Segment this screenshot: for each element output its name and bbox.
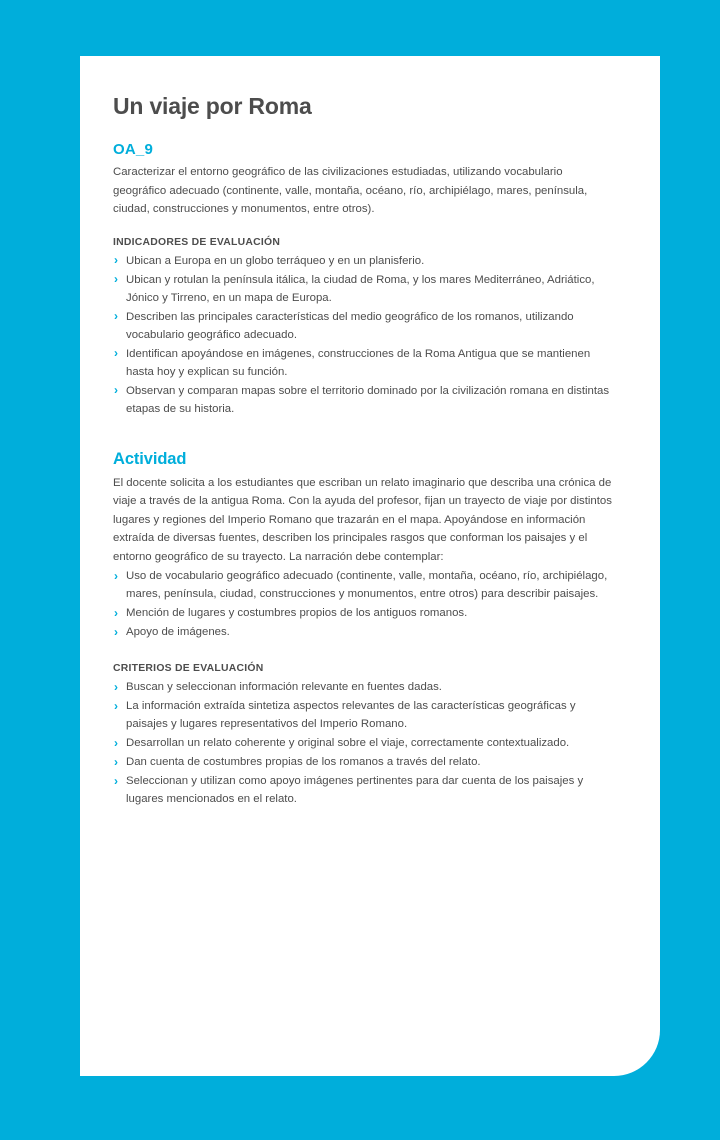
page-title: Un viaje por Roma (113, 93, 312, 119)
list-item: › Uso de vocabulario geográfico adecuado (continente, valle, montaña, océano, río, archipiélago, mares, península, ciudad, construcciones y monumentos, entre otros) para describir paisajes. (113, 567, 618, 603)
criteria-list (113, 678, 618, 808)
list-item: › Seleccionan y utilizan como apoyo imágenes pertinentes para dar cuenta de los paisajes y lugares mencionados en el relato. (113, 772, 618, 808)
activity-list (113, 567, 618, 641)
list-item: › Identifican apoyándose en imágenes, construcciones de la Roma Antigua que se mantienen hasta hoy y explican su función. (113, 345, 618, 381)
indicators-list (113, 252, 618, 418)
criteria-label: CRITERIOS DE EVALUACIÓN (113, 663, 264, 675)
list-item: › Buscan y seleccionan información relevante en fuentes dadas. (113, 678, 618, 696)
list-item: › Ubican a Europa en un globo terráqueo y en un planisferio. (113, 252, 618, 270)
indicators-label: INDICADORES DE EVALUACIÓN (113, 236, 281, 248)
list-item: › Mención de lugares y costumbres propios de los antiguos romanos. (113, 604, 618, 622)
activity-paragraph: El docente solicita a los estudiantes que escriban un relato imaginario que describa una crónica de viaje a través de la antigua Roma. Con la ayuda del profesor, fijan un trayecto de viaje por distintos lugares y regiones del Imperio Romano que trazarán en el mapa. Apoyándose en información extraída de diversas fuentes, describen los principales rasgos que conforman los paisajes y el entorno geográfico de su trayecto. La narración debe contemplar: (113, 476, 612, 563)
activity-title: Actividad (113, 449, 187, 468)
list-item: › Dan cuenta de costumbres propias de los romanos a través del relato. (113, 753, 618, 771)
list-item: › Describen las principales características del medio geográfico de los romanos, utilizando vocabulario geográfico adecuado. (113, 308, 618, 344)
document-page (80, 56, 660, 1076)
list-item: › Desarrollan un relato coherente y original sobre el viaje, correctamente contextualizado. (113, 734, 618, 752)
oa-code: OA_9 (113, 141, 153, 159)
oa-description: Caracterizar el entorno geográfico de las civilizaciones estudiadas, utilizando vocabulario geográfico adecuado (continente, valle, montaña, océano, río, archipiélago, mares, península, ciudad, construcciones y monumentos, entre otros). (113, 166, 588, 216)
list-item: › La información extraída sintetiza aspectos relevantes de las características geográficas y paisajes y lugares representativos del Imperio Romano. (113, 697, 618, 733)
list-item: › Observan y comparan mapas sobre el territorio dominado por la civilización romana en distintas etapas de su historia. (113, 382, 618, 418)
list-item: › Ubican y rotulan la península itálica, la ciudad de Roma, y los mares Mediterráneo, Adriático, Jónico y Tirreno, en un mapa de Europa. (113, 271, 618, 307)
list-item: › Apoyo de imágenes. (113, 623, 618, 641)
